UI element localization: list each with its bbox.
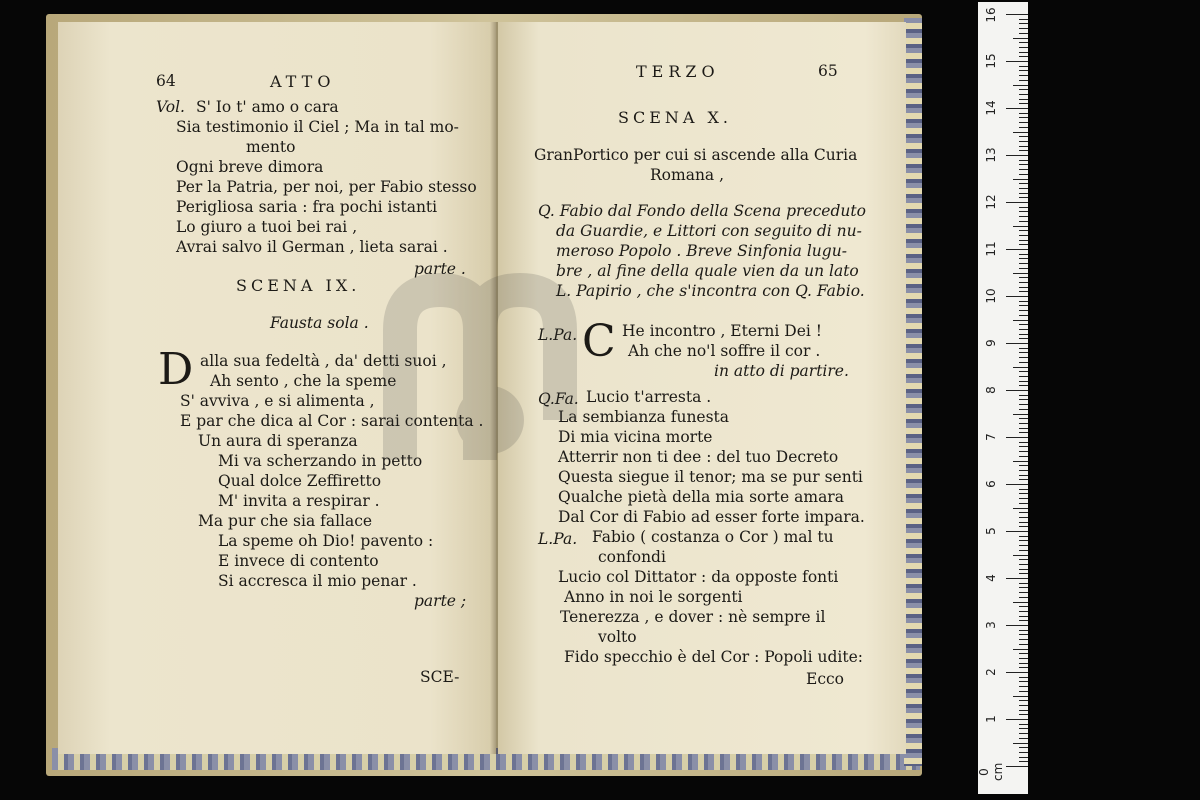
ruler-tick xyxy=(1019,399,1028,400)
ruler-tick xyxy=(1013,743,1028,744)
ruler-tick xyxy=(1019,305,1028,306)
ruler-tick xyxy=(1019,475,1028,476)
ruler-tick xyxy=(1013,649,1028,650)
ruler-tick xyxy=(1013,555,1028,556)
dialogue-line: Di mia vicina morte xyxy=(558,428,713,446)
ruler-tick xyxy=(1019,254,1028,255)
catchword-right: Ecco xyxy=(806,670,845,688)
ruler-tick xyxy=(1019,564,1028,565)
ruler-tick xyxy=(1019,611,1028,612)
dialogue-line: Atterrir non ti dee : del tuo Decreto xyxy=(558,448,839,466)
ruler-tick xyxy=(1013,320,1028,321)
dialogue-line: Fido specchio è del Cor : Popoli udite: xyxy=(564,648,863,666)
ruler-number: 14 xyxy=(984,100,998,116)
ruler-tick xyxy=(1006,719,1028,720)
ruler-tick xyxy=(1019,761,1028,762)
verse-line: Perigliosa saria : fra pochi istanti xyxy=(176,198,438,216)
ruler-tick xyxy=(1019,244,1028,245)
measurement-ruler xyxy=(978,2,1028,794)
aria-line: alla sua fedeltà , da' detti suoi , xyxy=(200,352,447,370)
ruler-tick xyxy=(1019,99,1028,100)
stage-direction-line: da Guardie, e Littori con seguito di nu- xyxy=(556,222,862,240)
ruler-tick xyxy=(1019,80,1028,81)
ruler-tick xyxy=(1019,334,1028,335)
ruler-tick xyxy=(1019,381,1028,382)
ruler-tick xyxy=(1019,536,1028,537)
aria-line: E invece di contento xyxy=(218,552,379,570)
aria-line: Ah sento , che la speme xyxy=(210,372,397,390)
ruler-tick xyxy=(1019,376,1028,377)
ruler-tick xyxy=(1019,352,1028,353)
ruler-tick xyxy=(1019,512,1028,513)
ruler-number: 6 xyxy=(984,480,998,488)
ruler-tick xyxy=(1019,66,1028,67)
ruler-tick xyxy=(1013,226,1028,227)
ruler-number: 4 xyxy=(984,574,998,582)
ruler-tick xyxy=(1019,94,1028,95)
ruler-tick xyxy=(1013,38,1028,39)
ruler-tick xyxy=(1013,508,1028,509)
ruler-tick xyxy=(1019,287,1028,288)
ruler-tick xyxy=(1019,423,1028,424)
ruler-tick xyxy=(1019,164,1028,165)
ruler-tick xyxy=(1019,277,1028,278)
ruler-tick xyxy=(1019,216,1028,217)
ruler-tick xyxy=(1013,367,1028,368)
ruler-tick xyxy=(1006,531,1028,532)
ruler-tick xyxy=(1019,263,1028,264)
ruler-tick xyxy=(1019,338,1028,339)
aside-direction: in atto di partire. xyxy=(714,362,849,380)
ruler-tick xyxy=(1019,188,1028,189)
aria-line: La speme oh Dio! pavento : xyxy=(218,532,434,550)
verse-line: Lo giuro a tuoi bei rai , xyxy=(176,218,358,236)
verse-line: Ogni breve dimora xyxy=(176,158,324,176)
ruler-tick xyxy=(1013,414,1028,415)
aria-line: Qual dolce Zeffiretto xyxy=(218,472,382,490)
ruler-tick xyxy=(1019,677,1028,678)
catchword-left: SCE- xyxy=(420,668,460,686)
ruler-tick xyxy=(1019,451,1028,452)
aria-line: Mi va scherzando in petto xyxy=(218,452,423,470)
scene-heading-ix: SCENA IX. xyxy=(236,276,361,295)
ruler-tick xyxy=(1019,301,1028,302)
dialogue-line: La sembianza funesta xyxy=(558,408,730,426)
dialogue-line: confondi xyxy=(598,548,666,566)
ruler-tick xyxy=(1019,404,1028,405)
ruler-tick xyxy=(1019,540,1028,541)
ruler-tick xyxy=(1019,592,1028,593)
ruler-tick xyxy=(1019,268,1028,269)
ruler-tick xyxy=(1019,597,1028,598)
ruler-tick xyxy=(1019,113,1028,114)
ruler-tick xyxy=(1019,221,1028,222)
ruler-tick xyxy=(1006,202,1028,203)
ruler-tick xyxy=(1019,493,1028,494)
ruler-tick xyxy=(1019,47,1028,48)
ruler-tick xyxy=(1019,211,1028,212)
ruler-tick xyxy=(1019,28,1028,29)
ruler-tick xyxy=(1019,587,1028,588)
ruler-tick xyxy=(1019,428,1028,429)
ruler-tick xyxy=(1019,470,1028,471)
ruler-tick xyxy=(1019,747,1028,748)
page-number-left: 64 xyxy=(156,72,176,90)
ruler-tick xyxy=(1019,117,1028,118)
ruler-number: 10 xyxy=(984,288,998,304)
running-header-left: ATTO xyxy=(270,72,336,91)
setting-line: Romana , xyxy=(650,166,725,184)
ruler-tick xyxy=(1019,738,1028,739)
ruler-tick xyxy=(1019,33,1028,34)
ruler-tick xyxy=(1019,620,1028,621)
verse-line: mento xyxy=(246,138,296,156)
ruler-tick xyxy=(1019,442,1028,443)
stage-direction: Fausta sola . xyxy=(270,314,369,332)
ruler-tick xyxy=(1019,658,1028,659)
ruler-tick xyxy=(1019,569,1028,570)
dialogue-line: Fabio ( costanza o Cor ) mal tu xyxy=(592,528,834,546)
ruler-tick xyxy=(1019,583,1028,584)
ruler-number: 1 xyxy=(984,715,998,723)
ruler-tick xyxy=(1019,517,1028,518)
ruler-number: 15 xyxy=(984,53,998,69)
verse-line: Sia testimonio il Ciel ; Ma in tal mo- xyxy=(176,118,459,136)
ruler-tick xyxy=(1019,710,1028,711)
ruler-tick xyxy=(1006,390,1028,391)
ruler-tick xyxy=(1019,606,1028,607)
ruler-tick xyxy=(1019,724,1028,725)
verse-line: Avrai salvo il German , lieta sarai . xyxy=(176,238,448,256)
ruler-number: 12 xyxy=(984,194,998,210)
ruler-tick xyxy=(1019,89,1028,90)
ruler-tick xyxy=(1013,179,1028,180)
ruler-tick xyxy=(1019,498,1028,499)
aria-line: S' avviva , e si alimenta , xyxy=(180,392,375,410)
ruler-tick xyxy=(1019,503,1028,504)
ruler-tick xyxy=(1019,456,1028,457)
ruler-tick xyxy=(1019,667,1028,668)
ruler-tick xyxy=(1019,663,1028,664)
ruler-tick xyxy=(1013,132,1028,133)
ruler-tick xyxy=(1019,489,1028,490)
ruler-tick xyxy=(1019,160,1028,161)
ruler-tick xyxy=(1019,348,1028,349)
ruler-tick xyxy=(1019,146,1028,147)
ruler-tick xyxy=(1019,291,1028,292)
ruler-tick xyxy=(1019,418,1028,419)
ruler-tick xyxy=(1019,362,1028,363)
exit-direction: parte ; xyxy=(414,592,467,610)
ruler-tick xyxy=(1013,696,1028,697)
aria-line: Si accresca il mio penar . xyxy=(218,572,417,590)
ruler-tick xyxy=(1019,545,1028,546)
ruler-tick xyxy=(1019,357,1028,358)
ruler-tick xyxy=(1019,310,1028,311)
ruler-tick xyxy=(1006,484,1028,485)
ruler-tick xyxy=(1019,644,1028,645)
ruler-tick xyxy=(1019,56,1028,57)
ruler-tick xyxy=(1019,714,1028,715)
ruler-tick xyxy=(1019,639,1028,640)
verse-line: Per la Patria, per noi, per Fabio stesso xyxy=(176,178,477,196)
ruler-tick xyxy=(1019,409,1028,410)
dialogue-line: Qualche pietà della mia sorte amara xyxy=(558,488,844,506)
ruler-tick xyxy=(1019,573,1028,574)
dialogue-line: Lucio t'arresta . xyxy=(586,388,712,406)
drop-cap-d: D xyxy=(158,344,194,395)
ruler-tick xyxy=(1019,385,1028,386)
ruler-tick xyxy=(1019,235,1028,236)
speaker-qfa: Q.Fa. xyxy=(538,390,579,408)
scene-heading-x: SCENA X. xyxy=(618,108,732,127)
ruler-tick xyxy=(1013,461,1028,462)
ruler-tick xyxy=(1019,122,1028,123)
dialogue-line: Ah che no'l soffre il cor . xyxy=(628,342,821,360)
verse-line: S' Io t' amo o cara xyxy=(196,98,339,116)
ruler-tick xyxy=(1019,705,1028,706)
ruler-number: 2 xyxy=(984,668,998,676)
ruler-tick xyxy=(1019,75,1028,76)
marbled-edge-right xyxy=(904,18,922,766)
ruler-tick xyxy=(1013,273,1028,274)
ruler-tick xyxy=(1019,691,1028,692)
ruler-tick xyxy=(1013,602,1028,603)
ruler-tick xyxy=(1019,103,1028,104)
ruler-tick xyxy=(1019,686,1028,687)
ruler-tick xyxy=(1019,23,1028,24)
ruler-tick xyxy=(1019,240,1028,241)
ruler-tick xyxy=(1019,432,1028,433)
dialogue-line: Tenerezza , e dover : nè sempre il xyxy=(560,608,826,626)
ruler-number: 8 xyxy=(984,386,998,394)
running-header-right: TERZO xyxy=(636,62,720,81)
ruler-tick xyxy=(1019,42,1028,43)
ruler-tick xyxy=(1019,526,1028,527)
ruler-tick xyxy=(1006,14,1028,15)
ruler-tick xyxy=(1019,733,1028,734)
ruler-number: 11 xyxy=(984,241,998,257)
stage-direction-line: L. Papirio , che s'incontra con Q. Fabio. xyxy=(556,282,865,300)
ruler-tick xyxy=(1006,296,1028,297)
ruler-tick xyxy=(1019,127,1028,128)
setting-line: GranPortico per cui si ascende alla Curia xyxy=(534,146,858,164)
speaker-lpa: L.Pa. xyxy=(538,530,578,548)
page-number-right: 65 xyxy=(818,62,838,80)
ruler-tick xyxy=(1019,630,1028,631)
ruler-number: 9 xyxy=(984,339,998,347)
ruler-tick xyxy=(1019,616,1028,617)
aria-line: Un aura di speranza xyxy=(198,432,358,450)
ruler-tick xyxy=(1019,446,1028,447)
dialogue-line: Anno in noi le sorgenti xyxy=(564,588,743,606)
ruler-tick xyxy=(1019,634,1028,635)
ruler-tick xyxy=(1019,728,1028,729)
ruler-tick xyxy=(1019,174,1028,175)
ruler-tick xyxy=(1019,136,1028,137)
ruler-tick xyxy=(1006,155,1028,156)
ruler-number: 3 xyxy=(984,621,998,629)
ruler-tick xyxy=(1006,578,1028,579)
dialogue-line: Lucio col Dittator : da opposte fonti xyxy=(558,568,839,586)
ruler-tick xyxy=(1019,371,1028,372)
ruler-tick xyxy=(1006,108,1028,109)
ruler-tick xyxy=(1006,672,1028,673)
stage-direction-line: meroso Popolo . Breve Sinfonia lugu- xyxy=(556,242,847,260)
stage-direction-line: Q. Fabio dal Fondo della Scena preceduto xyxy=(538,202,866,220)
ruler-tick xyxy=(1019,230,1028,231)
ruler-tick xyxy=(1019,681,1028,682)
ruler-tick xyxy=(1019,550,1028,551)
aria-line: E par che dica al Cor : sarai contenta . xyxy=(180,412,484,430)
ruler-tick xyxy=(1019,207,1028,208)
ruler-tick xyxy=(1006,625,1028,626)
ruler-tick xyxy=(1006,437,1028,438)
ruler-tick xyxy=(1019,465,1028,466)
ruler-tick xyxy=(1019,329,1028,330)
ruler-tick xyxy=(1019,70,1028,71)
ruler-tick xyxy=(1019,141,1028,142)
ruler-tick xyxy=(1019,395,1028,396)
ruler-tick xyxy=(1006,249,1028,250)
ruler-tick xyxy=(1019,169,1028,170)
ruler-tick xyxy=(1019,324,1028,325)
ruler-unit-label: 0 cm xyxy=(977,762,1005,781)
ruler-number: 5 xyxy=(984,527,998,535)
aria-line: Ma pur che sia fallace xyxy=(198,512,373,530)
exit-direction: parte . xyxy=(414,260,466,278)
ruler-tick xyxy=(1006,766,1028,767)
ruler-number: 7 xyxy=(984,433,998,441)
ruler-tick xyxy=(1019,19,1028,20)
ruler-number: 13 xyxy=(984,147,998,163)
watermark-logo-icon xyxy=(380,270,620,470)
ruler-tick xyxy=(1019,752,1028,753)
speaker-lpa: L.Pa. xyxy=(538,326,578,344)
ruler-tick xyxy=(1019,757,1028,758)
ruler-tick xyxy=(1019,653,1028,654)
ruler-number: 16 xyxy=(984,7,998,23)
ruler-tick xyxy=(1019,522,1028,523)
ruler-tick xyxy=(1019,52,1028,53)
ruler-tick xyxy=(1019,282,1028,283)
speaker-vol: Vol. xyxy=(156,98,185,116)
ruler-tick xyxy=(1019,150,1028,151)
stage-direction-line: bre , al fine della quale vien da un lato xyxy=(556,262,859,280)
ruler-tick xyxy=(1013,85,1028,86)
drop-cap-c: C xyxy=(582,316,616,367)
ruler-tick xyxy=(1019,479,1028,480)
dialogue-line: Dal Cor di Fabio ad esser forte impara. xyxy=(558,508,865,526)
ruler-tick xyxy=(1006,61,1028,62)
ruler-tick xyxy=(1006,343,1028,344)
ruler-tick xyxy=(1019,183,1028,184)
dialogue-line: Questa siegue il tenor; ma se pur senti xyxy=(558,468,863,486)
dialogue-line: volto xyxy=(598,628,637,646)
ruler-tick xyxy=(1019,700,1028,701)
aria-line: M' invita a respirar . xyxy=(218,492,380,510)
dialogue-line: He incontro , Eterni Dei ! xyxy=(622,322,823,340)
ruler-tick xyxy=(1019,193,1028,194)
ruler-tick xyxy=(1019,315,1028,316)
ruler-tick xyxy=(1019,258,1028,259)
ruler-tick xyxy=(1019,197,1028,198)
ruler-tick xyxy=(1019,559,1028,560)
